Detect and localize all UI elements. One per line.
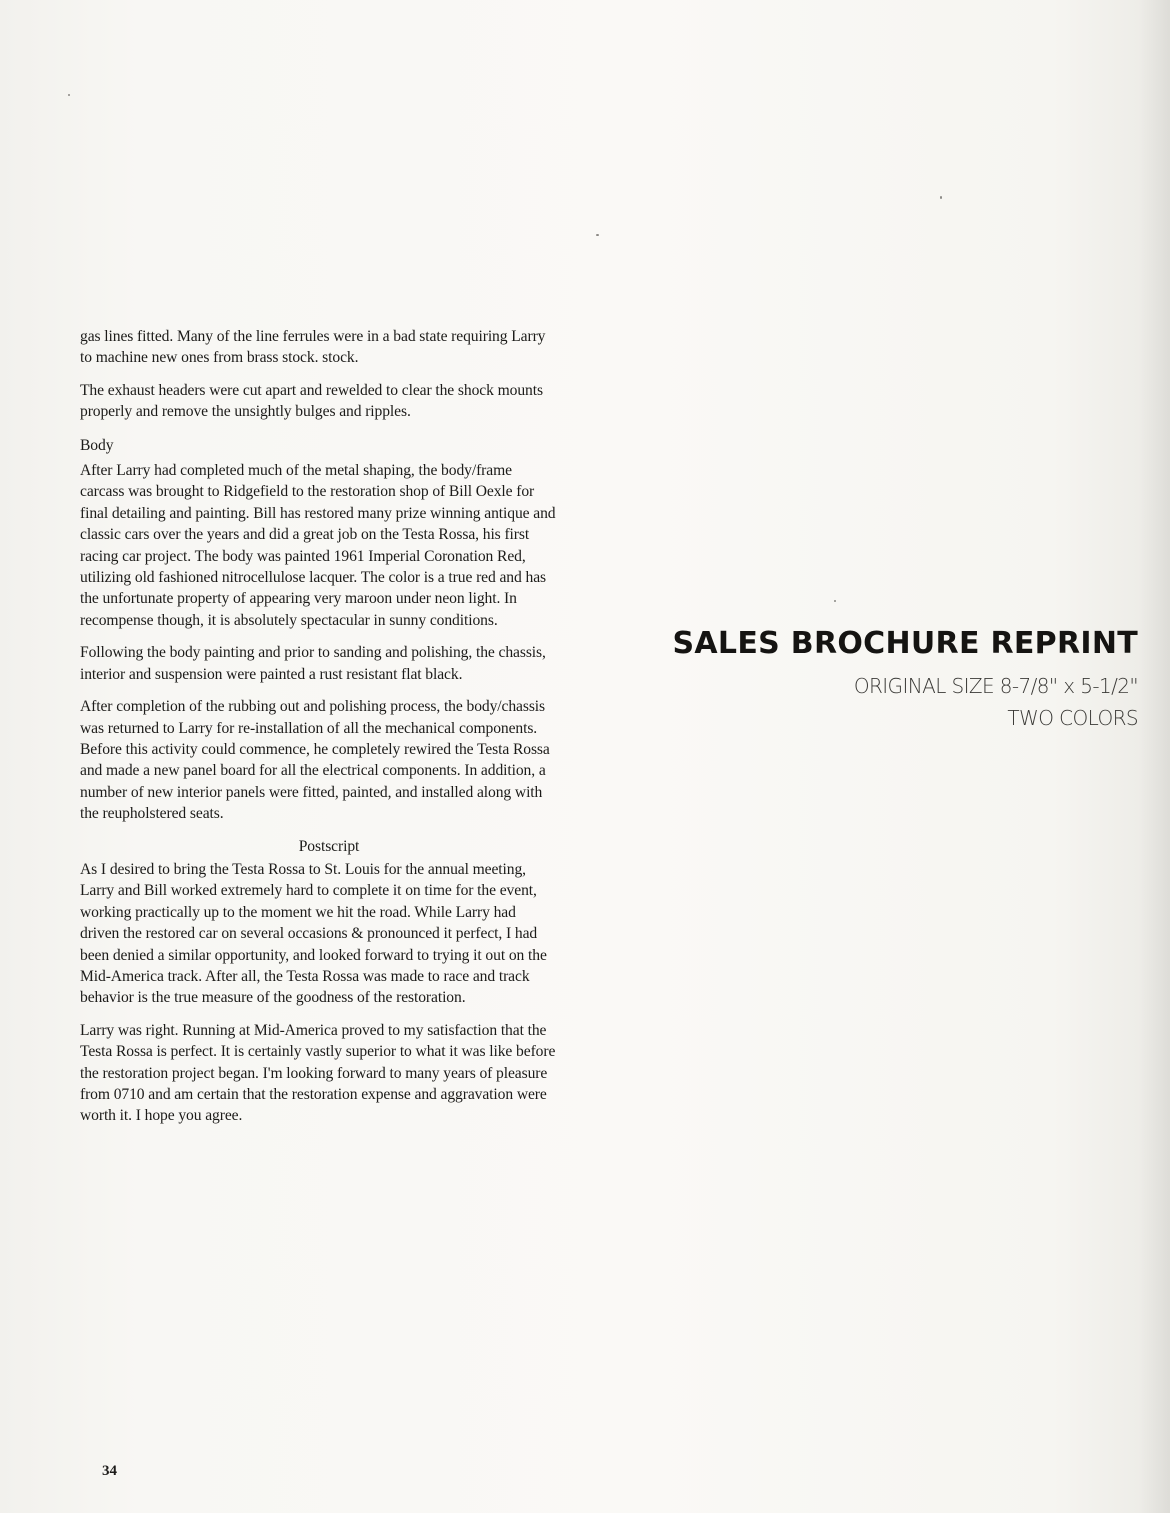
paragraph-conclusion: Larry was right. Running at Mid-America proved to my satisfaction that the Testa Rossa is perfect. It is certainly vastly superior to what it was like before the restoration project began. I'm looking forward to many years of pleasure from 0710 and am certain that the restoration expense and aggravation were worth it. I hope you agree. [80,1021,556,1125]
paragraph-gas-lines: gas lines fitted. Many of the line ferrules were in a bad state requiring Larry to machine new ones from brass stock. stock. [80,328,546,367]
paragraph-reinstallation: After completion of the rubbing out and polishing process, the body/chassis was returned to Larry for re-installation of all the mechanical components. Before this activity could commence, he completely rewired the Testa Rossa and made a new panel board for all the electrical components. In addition, a number of new interior panels were fitted, painted, and installed along with the reupholstered seats. [80,698,550,823]
paragraph-exhaust-headers: The exhaust headers were cut apart and rewelded to clear the shock mounts properly and remove the unsightly bulges and ripples. [80,381,543,421]
paper-speck [834,600,836,602]
paragraph-chassis-painting: Following the body painting and prior to sanding and polishing, the chassis, interior and suspension were painted a rust resistant flat black. [80,644,546,683]
paragraph-body-restoration: After Larry had completed much of the metal shaping, the body/frame carcass was brought to Ridgefield to the restoration shop of Bill Oexle for final detailing and painting. Bill has restored many prize winning antique and classic cars over the years and did a great job on the Testa Rossa, his first racing car project. The body was painted 1961 Imperial Coronation Red, utilizing old fashioned nitrocellulose lacquer. The color is a true red and has the unfortunate property of appearing very maroon under neon light. In recompense though, it is absolutely spectacular in sunny conditions. [80,462,556,629]
paper-speck [596,234,599,236]
section-heading-body: Body [80,436,114,454]
paragraph-st-louis: As I desired to bring the Testa Rossa to St. Louis for the annual meeting, Larry and Bill worked extremely hard to complete it on time for the event, working practically up to the moment we hit the road. While Larry had driven the restored car on several occasions & pronounced it perfect, I had been denied a similar opportunity, and looked forward to trying it out on the Mid-America track. After all, the Testa Rossa was made to race and track behavior is the true measure of the goodness of the restoration. [80,860,547,1007]
article-column [80,326,558,1138]
section-heading-postscript: Postscript [298,837,360,855]
brochure-title: SALES BROCHURE REPRINT [672,626,1138,661]
brochure-original-size: ORIGINAL SIZE 8-7/8" x 5-1/2" [853,674,1138,698]
paper-speck [940,196,942,199]
page-number: 34 [102,1463,117,1479]
brochure-caption [618,624,1138,734]
brochure-colors: TWO COLORS [1007,706,1138,730]
paper-speck [68,94,70,96]
page-edge-shadow [1138,0,1170,1513]
